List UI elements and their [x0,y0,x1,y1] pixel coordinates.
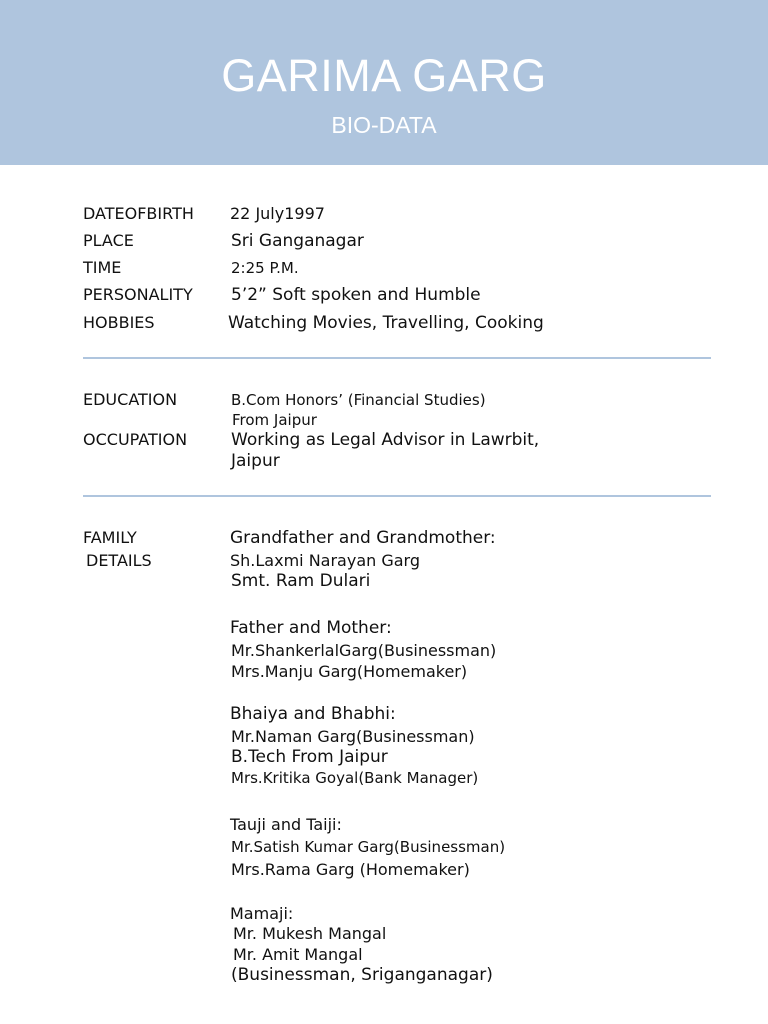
sister-in-law-name: Mrs.Kritika Goyal(Bank Manager) [231,769,479,787]
parents-heading: Father and Mother: [230,618,392,638]
brother-education: B.Tech From Jaipur [231,747,388,767]
person-name: GARIMA GARG [221,50,547,101]
time-value: 2:25 P.M. [231,259,299,277]
grandfather-name: Sh.Laxmi Narayan Garg [230,551,420,570]
dob-label: DATEOFBIRTH [83,204,194,223]
mamaji-occupation: (Businessman, Sriganganagar) [231,965,493,985]
education-line-1: B.Com Honors’ (Financial Studies) [231,391,486,409]
personality-label: PERSONALITY [83,285,193,304]
tauji-heading: Tauji and Taiji: [230,815,342,834]
occupation-label: OCCUPATION [83,430,188,449]
mamaji-heading: Mamaji: [230,904,294,923]
mamaji-name-2: Mr. Amit Mangal [233,945,363,964]
mother-name: Mrs.Manju Garg(Homemaker) [231,662,468,681]
occupation-line-1: Working as Legal Advisor in Lawrbit, [231,430,540,450]
header-banner [0,0,768,165]
section-divider-2 [83,495,711,497]
occupation-line-2: Jaipur [231,451,280,471]
family-label: FAMILY [83,528,137,547]
brother-name: Mr.Naman Garg(Businessman) [231,727,475,746]
hobbies-label: HOBBIES [83,313,155,332]
mamaji-name-1: Mr. Mukesh Mangal [233,924,387,943]
education-label: EDUCATION [83,390,178,409]
grandmother-name: Smt. Ram Dulari [231,571,371,591]
time-label: TIME [83,258,122,277]
document-subtitle: BIO-DATA [331,112,437,138]
tauji-name: Mr.Satish Kumar Garg(Businessman) [231,838,506,856]
place-label: PLACE [83,231,134,250]
hobbies-value: Watching Movies, Travelling, Cooking [228,313,544,333]
dob-value: 22 July1997 [230,204,325,223]
section-divider-1 [83,357,711,359]
education-line-2: From Jaipur [232,411,317,429]
siblings-heading: Bhaiya and Bhabhi: [230,704,396,724]
place-value: Sri Ganganagar [231,231,364,251]
father-name: Mr.ShankerlalGarg(Businessman) [231,641,497,660]
personality-value: 5’2” Soft spoken and Humble [231,285,481,305]
taiji-name: Mrs.Rama Garg (Homemaker) [231,860,470,879]
details-label: DETAILS [86,551,152,570]
grandparents-heading: Grandfather and Grandmother: [230,528,496,548]
